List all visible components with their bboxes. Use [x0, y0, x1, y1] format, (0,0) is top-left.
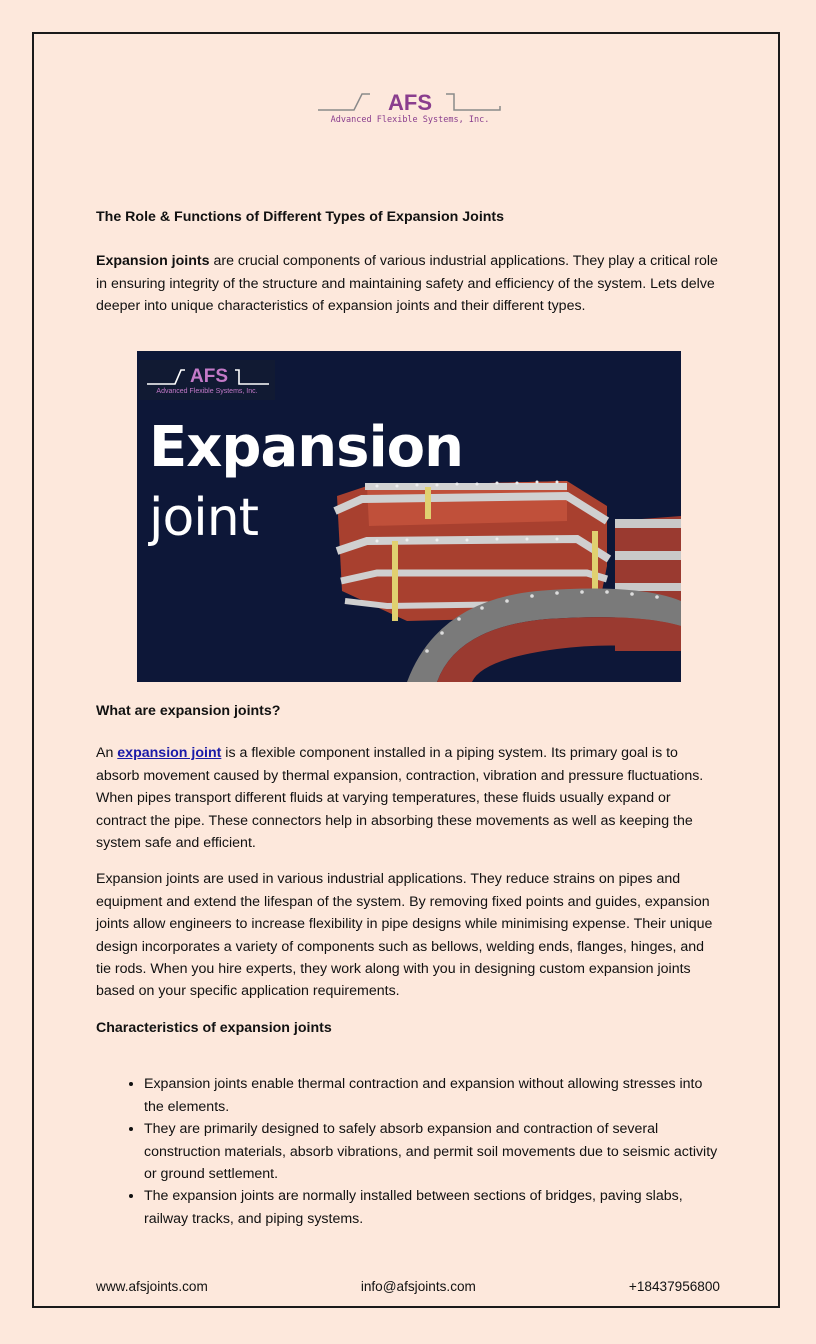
hero-line-1: Expansion [149, 415, 463, 480]
footer-phone[interactable]: +18437956800 [628, 1279, 720, 1294]
footer-email[interactable]: info@afsjoints.com [360, 1279, 476, 1294]
logo-text: AFS [388, 90, 432, 115]
hero-logo [139, 360, 275, 400]
hero-image [137, 351, 681, 682]
paragraph-definition-text: is a flexible component installed in a piping system. Its primary goal is to absorb movement caused by thermal expansion, contraction, vibration and pressure fluctuations. When pipes transport different fluids at varying temperatures, these fluids usually expand or contract the pipe. These connectors help in absorbing these movements as well as keeping the system safe and efficient. [96, 745, 704, 852]
intro-paragraph [96, 250, 720, 317]
paragraph-uses: Expansion joints are used in various industrial applications. They reduce strains on pipes and equipment and extend the lifespan of the system. By removing fixed points and guides, expansion joints allow engineers to increase flexibility in pipe designs while minimising expense. Their unique design incorporates a variety of components such as bellows, welding ends, flanges, hinges, and tie rods. When you hire experts, they work along with you in designing custom expansion joints based on your specific application requirements. [96, 871, 713, 1000]
section-heading-what: What are expansion joints? [96, 703, 281, 719]
paragraph-definition [96, 742, 720, 854]
expansion-joint-link[interactable]: expansion joint [117, 745, 222, 762]
article-title: The Role & Functions of Different Types of Expansion Joints [96, 209, 505, 225]
article-body [96, 700, 720, 1230]
page-frame [32, 32, 780, 1308]
article-intro [96, 206, 720, 318]
paragraph-prefix: An [96, 745, 118, 762]
characteristics-list [96, 1073, 720, 1230]
list-item: • Expansion joints enable thermal contraction and expansion without allowing stresses into the elements. [144, 1073, 720, 1118]
footer-website[interactable]: www.afsjoints.com [96, 1279, 208, 1294]
list-item: • They are primarily designed to safely absorb expansion and contraction of several construction materials, absorb vibrations, and permit soil movements due to seismic activity or ground settlement. [144, 1118, 720, 1185]
hero-logo-text: AFS [190, 366, 228, 387]
section-heading-characteristics: Characteristics of expansion joints [96, 1019, 332, 1036]
list-item: • The expansion joints are normally installed between sections of bridges, paving slabs, railway tracks, and piping systems. [144, 1185, 720, 1230]
footer [96, 1279, 720, 1294]
hero-line-2: joint [149, 488, 259, 548]
hero-logo-subtitle: Advanced Flexible Systems, Inc. [156, 388, 258, 395]
afs-logo [314, 90, 504, 130]
intro-bold: Expansion joints [96, 253, 210, 270]
intro-text: are crucial components of various industrial applications. They play a critical role in ensuring integrity of the structure and maintaining safety and efficiency of the system. Lets delve deeper into unique characteristics of expansion joints and their different types. [96, 253, 718, 315]
hero-heading [149, 413, 463, 553]
logo-subtitle: Advanced Flexible Systems, Inc. [330, 115, 490, 125]
